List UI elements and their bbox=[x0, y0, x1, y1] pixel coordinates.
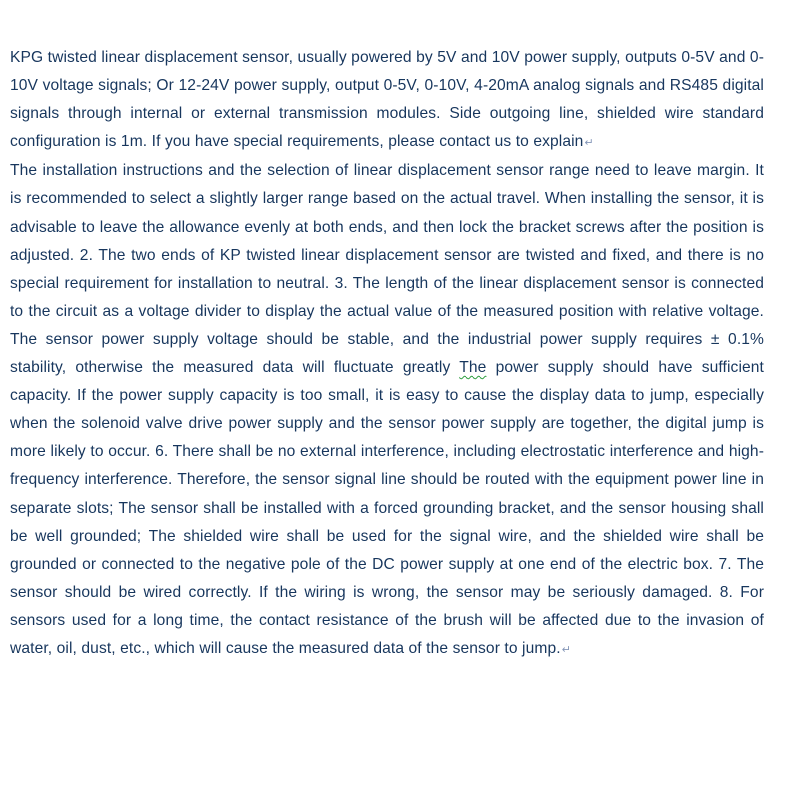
paragraph-2-text-before: The installation instructions and the selection of linear displacement sensor range need to leave margin. It is recommended to select a slightly larger range based on the actual travel. When installing the sensor, it is advisable to leave the allowance evenly at both ends, and then lock the bracket screws after the position is adjusted. 2. The two ends of KP twisted linear displacement sensor are twisted and fixed, and there is no special requirement for installation to neutral. 3. The length of the linear displacement sensor is connected to the circuit as a voltage divider to display the actual value of the measured position with relative voltage. The sensor power supply voltage should be stable, and the industrial power supply requires ± 0.1% stability, otherwise the measured data will fluctuate greatly bbox=[10, 162, 764, 377]
paragraph-1 bbox=[10, 44, 764, 157]
paragraph-2 bbox=[10, 157, 764, 664]
paragraph-mark-icon: ↵ bbox=[584, 137, 594, 150]
grammar-check-underlined-word: The bbox=[459, 359, 487, 377]
paragraph-1-text: KPG twisted linear displacement sensor, usually powered by 5V and 10V power supply, outputs 0-5V and 0-10V voltage signals; Or 12-24V power supply, output 0-5V, 0-10V, 4-20mA analog signals and RS485 digital signals through internal or external transmission modules. Side outgoing line, shielded wire standard configuration is 1m. If you have special requirements, please contact us to explain bbox=[10, 49, 764, 151]
paragraph-2-text-after: power supply should have sufficient capacity. If the power supply capacity is too small, it is easy to cause the display data to jump, especially when the solenoid valve drive power supply and the sensor power supply are together, the digital jump is more likely to occur. 6. There shall be no external interference, including electrostatic interference and high-frequency interference. Therefore, the sensor signal line should be routed with the equipment power line in separate slots; The sensor shall be installed with a forced grounding bracket, and the sensor housing shall be well grounded; The shielded wire shall be used for the signal wire, and the shielded wire shall be grounded or connected to the negative pole of the DC power supply at one end of the electric box. 7. The sensor should be wired correctly. If the wiring is wrong, the sensor may be seriously damaged. 8. For sensors used for a long time, the contact resistance of the brush will be affected due to the invasion of water, oil, dust, etc., which will cause the measured data of the sensor to jump. bbox=[10, 359, 764, 657]
paragraph-mark-icon: ↵ bbox=[561, 643, 572, 656]
